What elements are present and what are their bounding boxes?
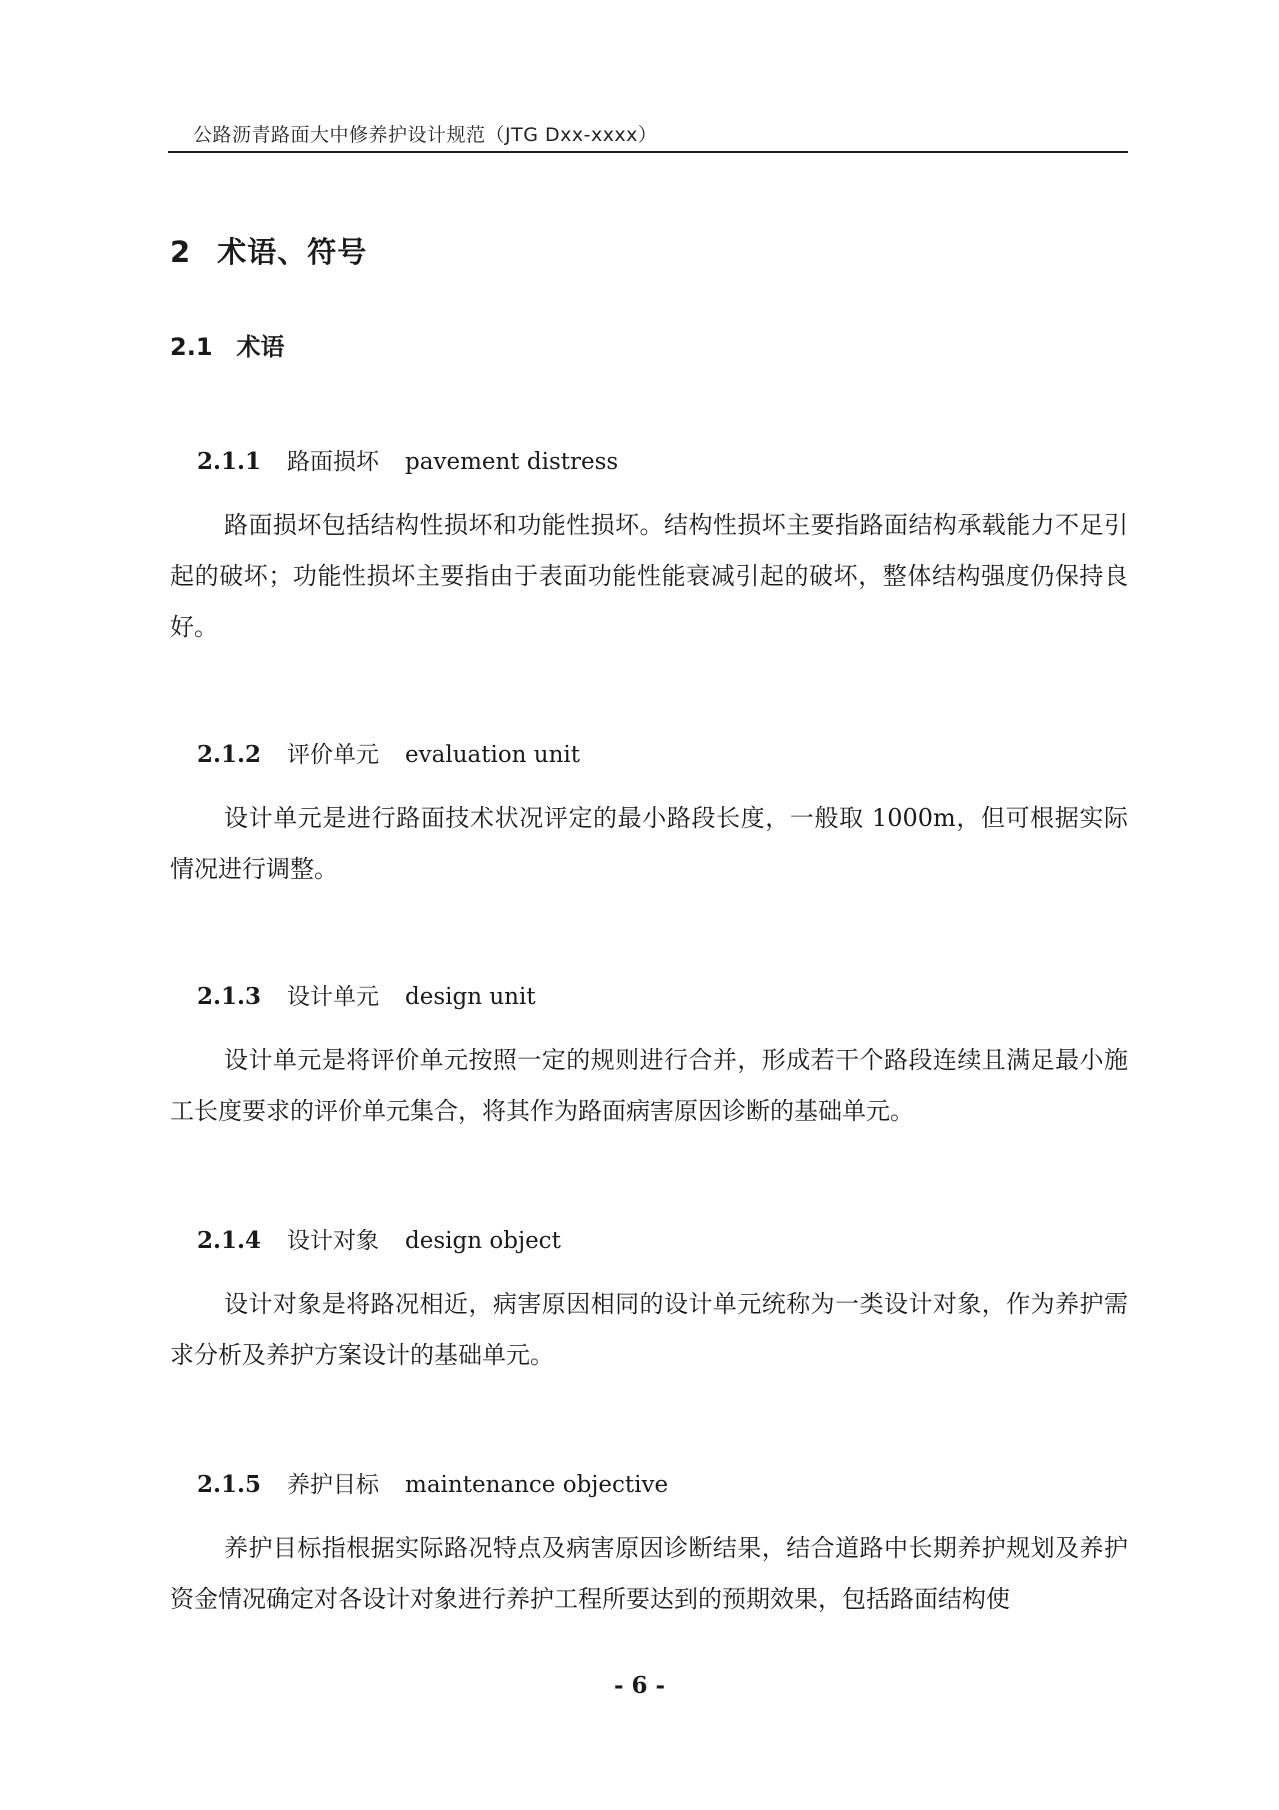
running-header: 公路沥青路面大中修养护设计规范（JTG Dxx-xxxx） [193, 124, 658, 146]
term-heading [197, 443, 618, 476]
term-english: design object [405, 1228, 561, 1254]
term-definition: 路面损坏包括结构性损坏和功能性损坏。结构性损坏主要指路面结构承载能力不足引起的破坏；功能性损坏主要指由于表面功能性能衰减引起的破坏，整体结构强度仍保持良好。 [170, 511, 1128, 641]
page-number: - 6 - [613, 1672, 666, 1699]
term-english: maintenance objective [405, 1472, 669, 1498]
term-number: 2.1.4 [197, 1227, 262, 1254]
chapter-title [170, 230, 367, 271]
chapter-number: 2 [170, 235, 192, 269]
term-chinese: 评价单元 [287, 742, 380, 768]
term-heading [197, 1222, 561, 1255]
term-chinese: 设计对象 [287, 1228, 380, 1254]
term-number: 2.1.3 [197, 983, 262, 1010]
term-chinese: 路面损坏 [287, 449, 380, 475]
term-heading [197, 736, 580, 769]
term-number: 2.1.2 [197, 741, 262, 768]
term-english: pavement distress [405, 449, 619, 475]
chapter-title-text: 术语、符号 [217, 235, 368, 269]
section-title [170, 327, 285, 362]
section-title-text: 术语 [236, 333, 285, 361]
header-rule [168, 151, 1128, 153]
term-english: evaluation unit [405, 742, 581, 768]
term-english: design unit [405, 984, 536, 1010]
term-definition: 养护目标指根据实际路况特点及病害原因诊断结果，结合道路中长期养护规划及养护资金情况确定对各设计对象进行养护工程所要达到的预期效果，包括路面结构使 [170, 1534, 1128, 1613]
term-chinese: 养护目标 [287, 1472, 380, 1498]
term-heading [197, 978, 536, 1011]
term-definition: 设计对象是将路况相近，病害原因相同的设计单元统称为一类设计对象，作为养护需求分析及养护方案设计的基础单元。 [170, 1290, 1128, 1369]
term-chinese: 设计单元 [287, 984, 380, 1010]
term-definition: 设计单元是进行路面技术状况评定的最小路段长度，一般取 1000m，但可根据实际情况进行调整。 [170, 804, 1128, 883]
term-number: 2.1.1 [197, 448, 262, 475]
term-definition: 设计单元是将评价单元按照一定的规则进行合并，形成若干个路段连续且满足最小施工长度要求的评价单元集合，将其作为路面病害原因诊断的基础单元。 [170, 1046, 1128, 1125]
term-heading [197, 1466, 668, 1499]
section-number: 2.1 [170, 333, 213, 361]
term-number: 2.1.5 [197, 1471, 262, 1498]
